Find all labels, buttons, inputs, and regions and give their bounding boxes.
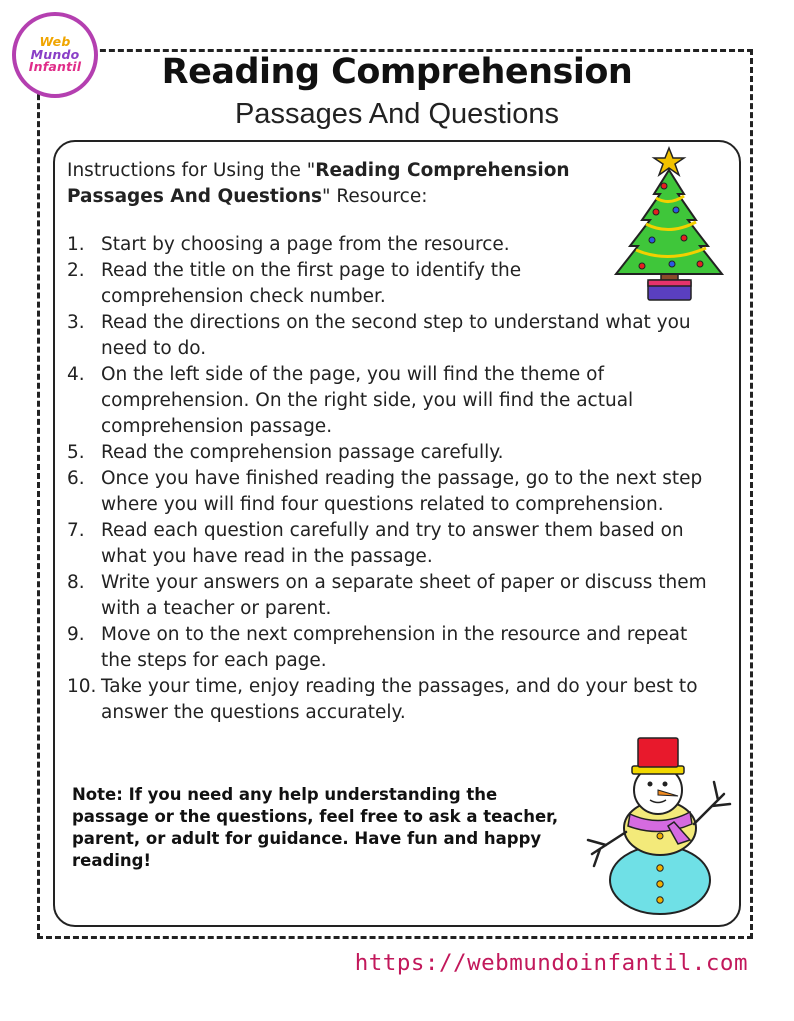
help-note: Note: If you need any help understanding the passage or the questions, feel free to ask a teacher, parent, or adult for guidance. Have fun and happy reading! [72, 785, 559, 870]
step-number: 3. [67, 312, 85, 333]
step-text: On the left side of the page, you will find the theme of comprehension. On the right side, you will find the actual comprehension passage. [101, 364, 634, 437]
intro-prefix: Instructions for Using the " [67, 160, 316, 181]
list-item [67, 310, 717, 362]
step-text: Read the comprehension passage carefully. [101, 442, 504, 463]
list-item [67, 466, 717, 518]
step-number: 5. [67, 442, 85, 463]
site-logo[interactable] [12, 12, 98, 98]
step-text: Read the title on the first page to identify the comprehension check number. [101, 260, 522, 307]
logo-line-1: Web [39, 34, 71, 50]
step-text: Read the directions on the second step to understand what you need to do. [101, 312, 691, 359]
intro-suffix: " Resource: [322, 186, 428, 207]
christmas-tree-icon [612, 146, 727, 308]
logo-line-3: Infantil [28, 59, 82, 75]
step-number: 10. [67, 676, 97, 697]
step-text: Read each question carefully and try to answer them based on what you have read in the passage. [101, 520, 684, 567]
page-subtitle: Passages And Questions [234, 98, 560, 130]
list-item [67, 362, 717, 440]
instructions-intro [67, 158, 627, 210]
step-text: Start by choosing a page from the resource. [101, 234, 510, 255]
step-text: Move on to the next comprehension in the resource and repeat the steps for each page. [101, 624, 688, 671]
page-title: Reading Comprehension [161, 52, 633, 92]
step-number: 7. [67, 520, 85, 541]
snowman-icon [578, 732, 742, 917]
step-number: 1. [67, 234, 85, 255]
step-number: 6. [67, 468, 85, 489]
step-number: 9. [67, 624, 85, 645]
step-number: 8. [67, 572, 85, 593]
step-number: 2. [67, 260, 85, 281]
step-text: Once you have finished reading the passage, go to the next step where you will find four questions related to comprehension. [101, 468, 703, 515]
list-item [67, 674, 717, 726]
logo-line-2: Mundo [30, 46, 80, 62]
step-number: 4. [67, 364, 85, 385]
step-text: Write your answers on a separate sheet of paper or discuss them with a teacher or parent. [101, 572, 707, 619]
intro-resource-name: Reading Comprehension Passages And Questions [67, 160, 570, 207]
list-item [67, 258, 587, 310]
list-item [67, 570, 717, 622]
step-text: Take your time, enjoy reading the passages, and do your best to answer the questions accurately. [101, 676, 698, 723]
list-item [67, 518, 717, 570]
website-link[interactable]: https://webmundoinfantil.com [354, 950, 748, 976]
list-item [67, 440, 717, 466]
list-item [67, 622, 717, 674]
